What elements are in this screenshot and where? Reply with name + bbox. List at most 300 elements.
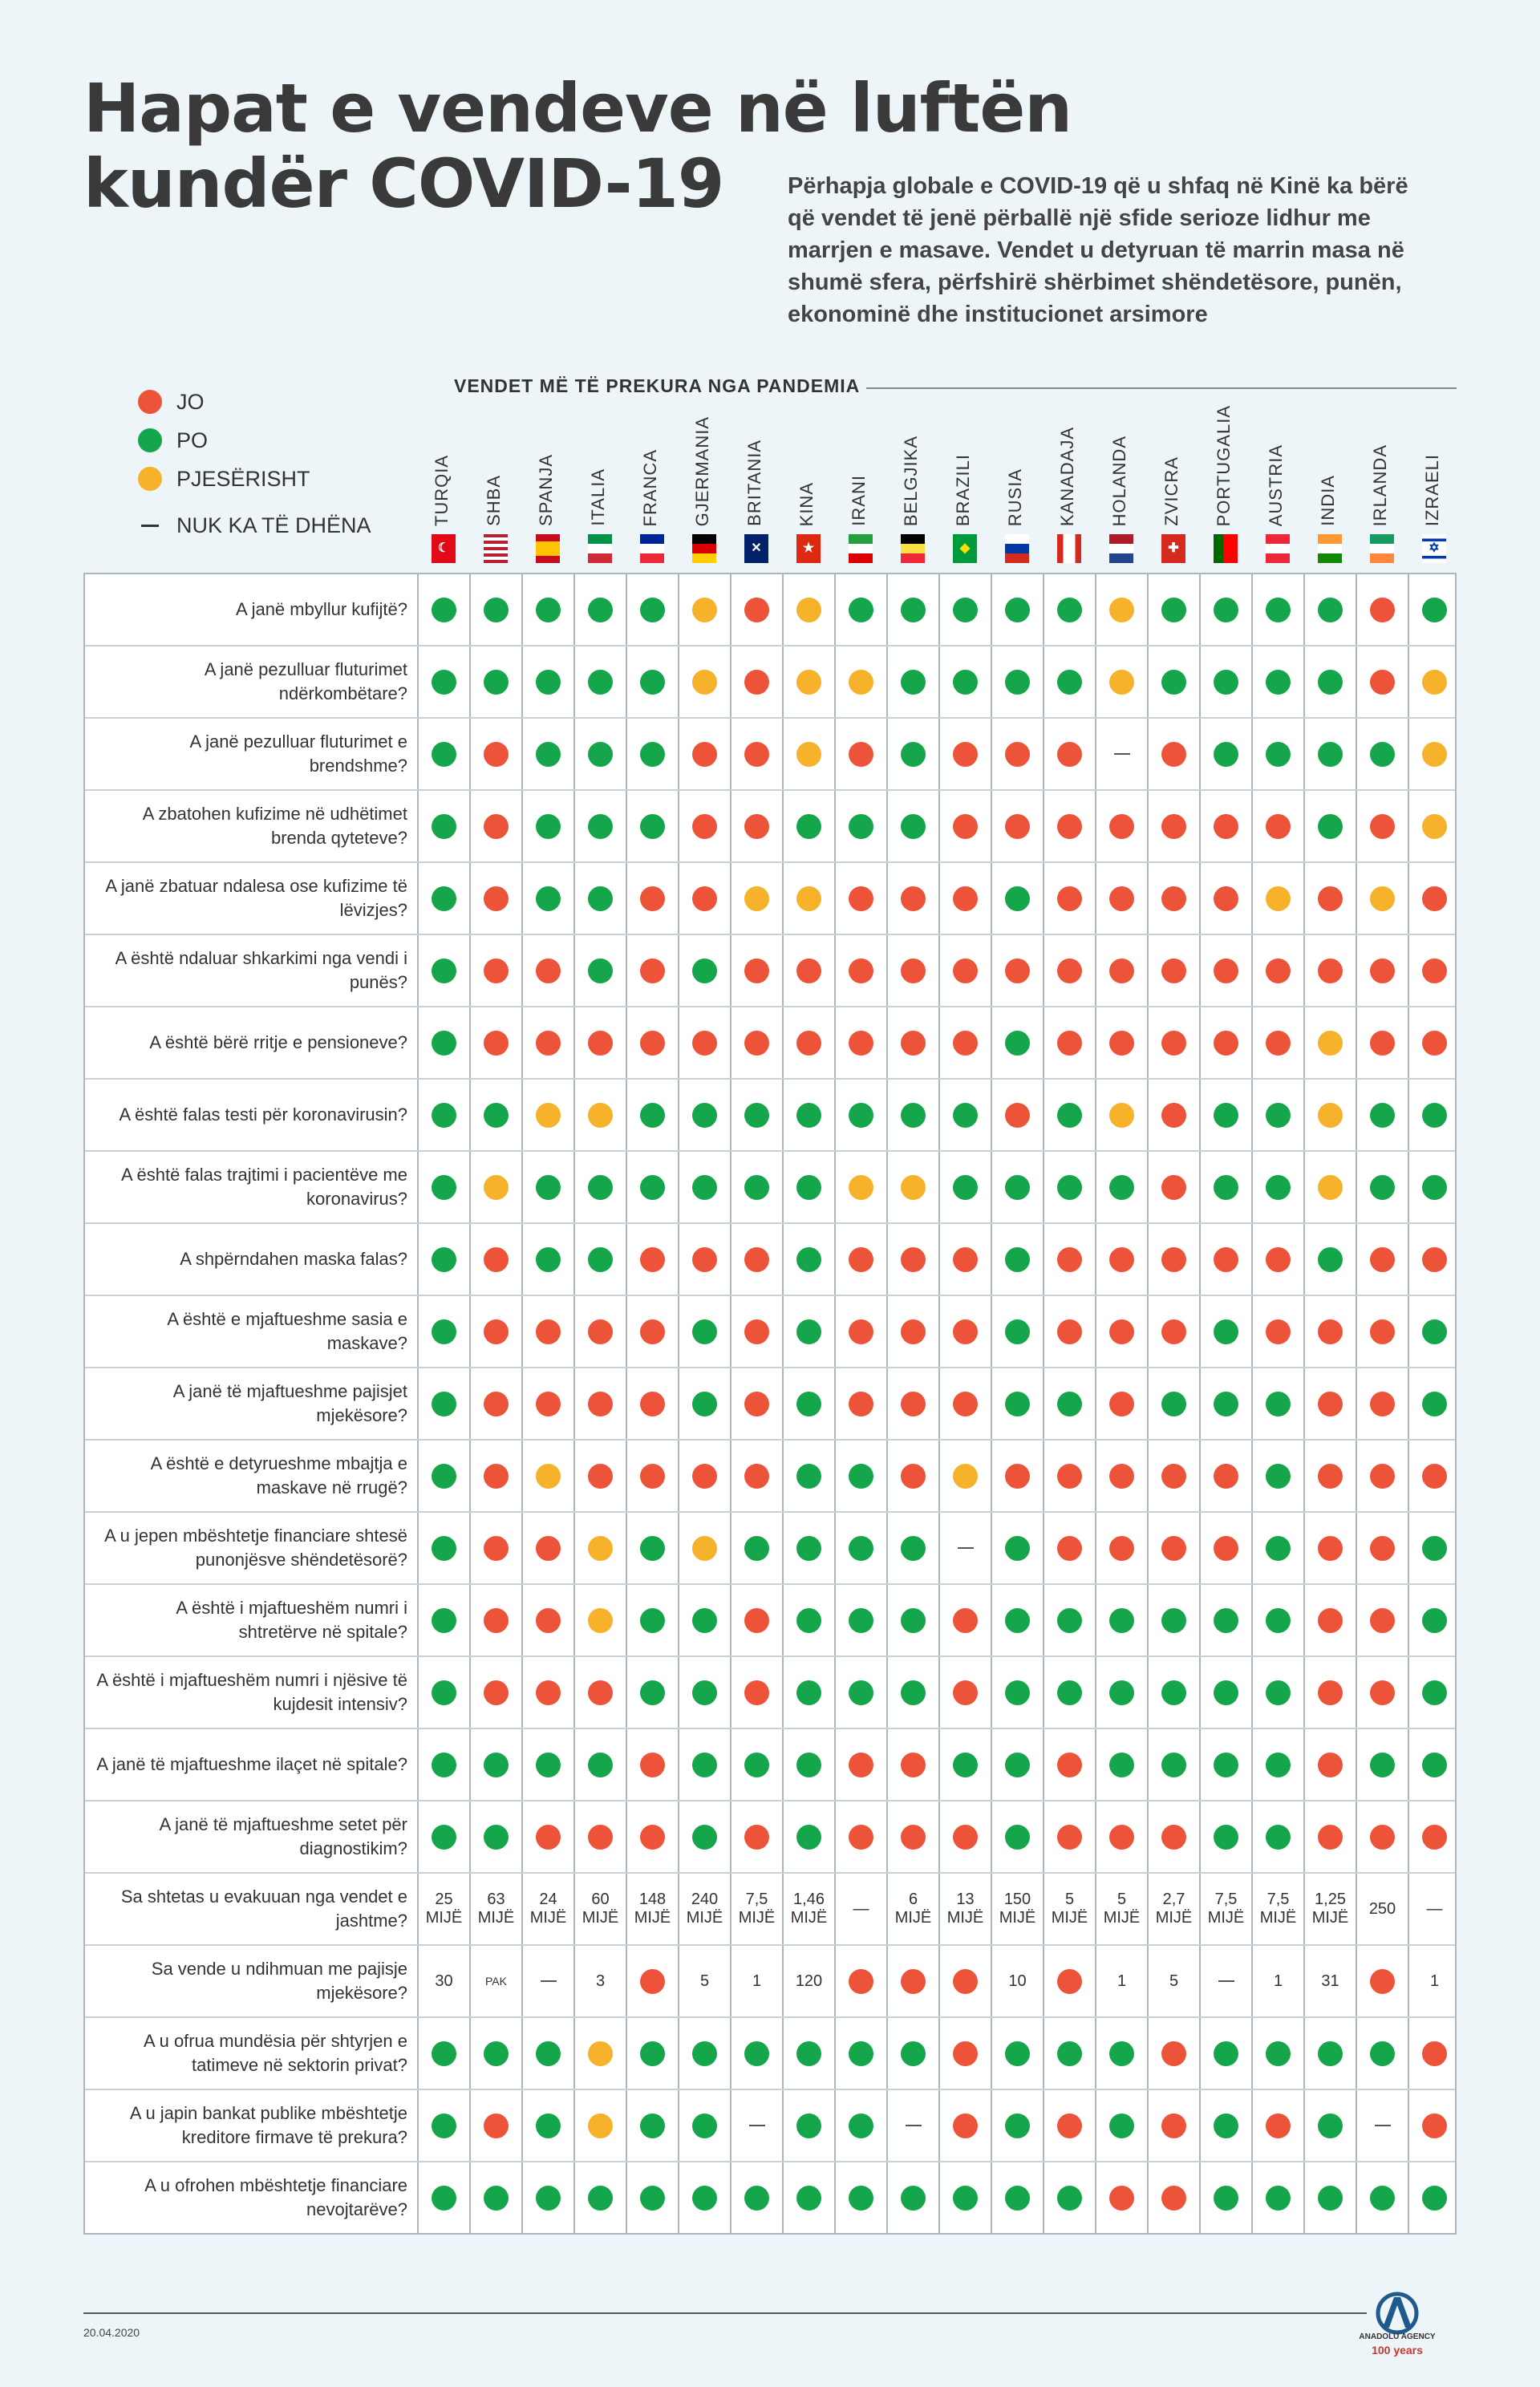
dash-icon — [141, 525, 159, 527]
cell-rusia — [991, 791, 1044, 861]
cell-zvicra — [1148, 863, 1200, 934]
red-dot-icon — [1161, 2113, 1186, 2138]
green-dot-icon — [536, 1247, 561, 1272]
belgium-flag-icon — [901, 534, 925, 563]
cell-franca — [626, 1441, 679, 1511]
cell-value: 60 MIJË — [582, 1891, 619, 1927]
cell-belgjika — [887, 1224, 939, 1295]
green-dot-icon — [432, 1753, 456, 1777]
cell-value: 5 MIJË — [1051, 1891, 1088, 1927]
cell-irlanda — [1356, 1946, 1408, 2016]
cell-brazili — [939, 1513, 991, 1583]
cell-spanja — [522, 1441, 574, 1511]
cell-turqia — [418, 1296, 470, 1367]
table-row — [85, 935, 1455, 1007]
cell-irani — [835, 1585, 887, 1656]
cell-austria — [1252, 1946, 1304, 2016]
cell-zvicra — [1148, 2162, 1200, 2233]
cell-belgjika — [887, 646, 939, 717]
cell-kina — [783, 646, 835, 717]
cell-spanja — [522, 1007, 574, 1078]
green-dot-icon — [796, 1536, 821, 1561]
cell-italia — [574, 1585, 626, 1656]
cell-belgjika — [887, 1007, 939, 1078]
green-dot-icon — [1057, 2041, 1082, 2066]
green-dot-icon — [1422, 1753, 1447, 1777]
cell-holanda — [1096, 2162, 1148, 2233]
green-dot-icon — [536, 2186, 561, 2211]
cell-rusia — [991, 2090, 1044, 2161]
cell-turqia — [418, 791, 470, 861]
country-header-zvicra — [1147, 396, 1199, 573]
row-question: A është i mjaftueshëm numri i shtretërve në spitale? — [176, 1598, 407, 1642]
cell-turqia — [418, 1585, 470, 1656]
cell-value: 5 — [699, 1972, 710, 1990]
cell-izraeli — [1408, 1007, 1461, 1078]
cell-kanadaja — [1044, 2018, 1096, 2089]
yellow-dot-icon — [796, 670, 821, 695]
green-dot-icon — [1057, 670, 1082, 695]
green-dot-icon — [692, 1319, 717, 1344]
cell-zvicra — [1148, 2090, 1200, 2161]
cell-franca — [626, 1080, 679, 1150]
red-dot-icon — [1370, 670, 1395, 695]
red-dot-icon — [1318, 1319, 1343, 1344]
green-dot-icon — [849, 1536, 873, 1561]
red-dot-icon — [1109, 1825, 1134, 1850]
cell-izraeli — [1408, 719, 1461, 789]
yellow-dot-icon — [1422, 814, 1447, 839]
country-name: IZRAELI — [1422, 453, 1442, 526]
cell-holanda — [1096, 1224, 1148, 1295]
cell-italia — [574, 863, 626, 934]
yellow-dot-icon — [953, 1464, 978, 1489]
table-row — [85, 1152, 1455, 1224]
green-dot-icon — [484, 1825, 509, 1850]
red-dot-icon — [1161, 1031, 1186, 1056]
green-dot-icon — [432, 1175, 456, 1200]
country-name: FRANCA — [640, 448, 660, 526]
cell-izraeli — [1408, 1152, 1461, 1222]
green-dot-icon — [1214, 2041, 1238, 2066]
cell-brazili — [939, 1368, 991, 1439]
red-dot-icon — [536, 1608, 561, 1633]
cell-rusia — [991, 1801, 1044, 1872]
red-dot-icon — [1370, 1536, 1395, 1561]
cell-gjermania — [679, 1874, 731, 1944]
cell-britania — [731, 1296, 783, 1367]
cell-italia — [574, 1441, 626, 1511]
green-dot-icon — [536, 2041, 561, 2066]
cell-irani — [835, 791, 887, 861]
red-dot-icon — [744, 1392, 769, 1416]
red-dot-icon — [744, 1247, 769, 1272]
green-dot-icon — [484, 2041, 509, 2066]
cell-shba — [470, 1946, 522, 2016]
cell-austria — [1252, 1007, 1304, 1078]
cell-zvicra — [1148, 1729, 1200, 1800]
green-dot-icon — [1109, 1680, 1134, 1705]
red-dot-icon — [1161, 2186, 1186, 2211]
no-data-dash-icon — [1218, 1980, 1234, 1982]
red-dot-icon — [901, 958, 926, 983]
cell-portugalia — [1200, 646, 1252, 717]
green-dot-icon — [796, 1753, 821, 1777]
cell-kanadaja — [1044, 863, 1096, 934]
legend-item-pjeserisht — [138, 465, 310, 492]
cell-brazili — [939, 1224, 991, 1295]
yellow-dot-icon — [536, 1103, 561, 1128]
green-dot-icon — [901, 2186, 926, 2211]
cell-value: 250 — [1368, 1899, 1396, 1918]
cell-portugalia — [1200, 1874, 1252, 1944]
cell-holanda — [1096, 1368, 1148, 1439]
cell-value: 7,5 MIJË — [738, 1891, 776, 1927]
green-dot-icon — [1109, 1175, 1134, 1200]
cell-gjermania — [679, 1080, 731, 1150]
red-dot-icon — [953, 2113, 978, 2138]
cell-franca — [626, 2090, 679, 2161]
cell-kina — [783, 791, 835, 861]
cell-holanda — [1096, 719, 1148, 789]
cell-holanda — [1096, 2018, 1148, 2089]
green-dot-icon — [1005, 886, 1030, 911]
cell-izraeli — [1408, 1729, 1461, 1800]
cell-value: 31 — [1321, 1972, 1339, 1990]
green-dot-icon — [1266, 1608, 1291, 1633]
cell-irani — [835, 1441, 887, 1511]
cell-rusia — [991, 574, 1044, 645]
cell-austria — [1252, 1080, 1304, 1150]
cell-holanda — [1096, 863, 1148, 934]
cell-portugalia — [1200, 935, 1252, 1006]
green-dot-icon — [484, 598, 509, 622]
cell-franca — [626, 1152, 679, 1222]
cell-holanda — [1096, 1585, 1148, 1656]
red-dot-icon — [1109, 1464, 1134, 1489]
cell-austria — [1252, 1585, 1304, 1656]
green-dot-icon — [1005, 1031, 1030, 1056]
red-dot-icon — [640, 958, 665, 983]
cell-value: 6 MIJË — [894, 1891, 932, 1927]
green-dot-icon — [901, 670, 926, 695]
cell-portugalia — [1200, 719, 1252, 789]
red-dot-icon — [901, 1031, 926, 1056]
green-dot-icon — [796, 1103, 821, 1128]
red-dot-icon — [1161, 1247, 1186, 1272]
green-dot-icon — [1266, 598, 1291, 622]
table-row — [85, 1007, 1455, 1080]
red-dot-icon — [901, 1753, 926, 1777]
red-dot-icon — [1214, 1031, 1238, 1056]
green-dot-icon — [1318, 670, 1343, 695]
cell-brazili — [939, 646, 991, 717]
green-dot-icon — [692, 2113, 717, 2138]
cell-irlanda — [1356, 1657, 1408, 1728]
cell-spanja — [522, 719, 574, 789]
yellow-dot-icon — [849, 670, 873, 695]
italy-flag-icon — [588, 534, 612, 563]
cell-india — [1304, 719, 1356, 789]
red-dot-icon — [1109, 1392, 1134, 1416]
red-dot-icon — [1057, 1319, 1082, 1344]
red-dot-icon — [1214, 1464, 1238, 1489]
cell-irlanda — [1356, 1585, 1408, 1656]
yellow-dot-icon — [138, 467, 162, 491]
cell-value: — — [853, 1899, 869, 1918]
cell-brazili — [939, 1657, 991, 1728]
country-name: GJERMANIA — [692, 415, 712, 526]
green-dot-icon — [536, 2113, 561, 2138]
green-dot-icon — [744, 2041, 769, 2066]
cell-turqia — [418, 2018, 470, 2089]
cell-irani — [835, 2162, 887, 2233]
red-dot-icon — [1266, 1031, 1291, 1056]
red-dot-icon — [1422, 1825, 1447, 1850]
cell-india — [1304, 1296, 1356, 1367]
cell-belgjika — [887, 1657, 939, 1728]
anadolu-agency-logo — [1368, 2275, 1426, 2355]
green-dot-icon — [432, 1103, 456, 1128]
green-dot-icon — [1318, 2113, 1343, 2138]
china-flag-icon: ★ — [796, 534, 821, 563]
green-dot-icon — [536, 886, 561, 911]
green-dot-icon — [1318, 814, 1343, 839]
table-row — [85, 1801, 1455, 1874]
table-row — [85, 1080, 1455, 1152]
row-question: A është bërë rritje e pensioneve? — [149, 1032, 407, 1052]
cell-shba — [470, 863, 522, 934]
cell-india — [1304, 1368, 1356, 1439]
cell-belgjika — [887, 1946, 939, 2016]
cell-spanja — [522, 1296, 574, 1367]
cell-zvicra — [1148, 1946, 1200, 2016]
cell-belgjika — [887, 1441, 939, 1511]
cell-holanda — [1096, 791, 1148, 861]
green-dot-icon — [953, 1103, 978, 1128]
cell-austria — [1252, 1224, 1304, 1295]
red-dot-icon — [1057, 886, 1082, 911]
green-dot-icon — [1266, 1392, 1291, 1416]
cell-belgjika — [887, 1296, 939, 1367]
yellow-dot-icon — [849, 1175, 873, 1200]
green-dot-icon — [1266, 1825, 1291, 1850]
cell-franca — [626, 2162, 679, 2233]
legend-item-po — [138, 427, 208, 454]
logo-text: ANADOLU AGENCY — [1359, 2332, 1436, 2341]
cell-value: 25 MIJË — [425, 1891, 463, 1927]
green-dot-icon — [1422, 1392, 1447, 1416]
cell-spanja — [522, 1946, 574, 2016]
row-question: A është e mjaftueshme sasia e maskave? — [167, 1309, 407, 1353]
red-dot-icon — [1318, 1608, 1343, 1633]
green-dot-icon — [1005, 2113, 1030, 2138]
red-dot-icon — [1370, 1464, 1395, 1489]
cell-izraeli — [1408, 1874, 1461, 1944]
cell-portugalia — [1200, 1152, 1252, 1222]
red-dot-icon — [484, 1319, 509, 1344]
cell-britania — [731, 1657, 783, 1728]
red-dot-icon — [1161, 958, 1186, 983]
cell-franca — [626, 2018, 679, 2089]
green-dot-icon — [901, 1608, 926, 1633]
cell-gjermania — [679, 863, 731, 934]
yellow-dot-icon — [692, 598, 717, 622]
green-dot-icon — [796, 1680, 821, 1705]
green-dot-icon — [1422, 1536, 1447, 1561]
cell-kina — [783, 719, 835, 789]
green-dot-icon — [432, 2041, 456, 2066]
green-dot-icon — [1214, 2186, 1238, 2211]
red-dot-icon — [1370, 1969, 1395, 1994]
red-dot-icon — [484, 742, 509, 767]
cell-izraeli — [1408, 1513, 1461, 1583]
red-dot-icon — [1057, 1753, 1082, 1777]
red-dot-icon — [1318, 1825, 1343, 1850]
yellow-dot-icon — [536, 1464, 561, 1489]
red-dot-icon — [1109, 2186, 1134, 2211]
cell-kanadaja — [1044, 574, 1096, 645]
cell-izraeli — [1408, 2090, 1461, 2161]
ireland-flag-icon — [1370, 534, 1394, 563]
green-dot-icon — [744, 1753, 769, 1777]
cell-izraeli — [1408, 646, 1461, 717]
green-dot-icon — [901, 814, 926, 839]
cell-zvicra — [1148, 1007, 1200, 1078]
red-dot-icon — [1109, 814, 1134, 839]
cell-britania — [731, 574, 783, 645]
cell-turqia — [418, 1801, 470, 1872]
red-dot-icon — [849, 742, 873, 767]
cell-portugalia — [1200, 791, 1252, 861]
cell-shba — [470, 1585, 522, 1656]
cell-shba — [470, 1729, 522, 1800]
green-dot-icon — [1161, 1608, 1186, 1633]
cell-kanadaja — [1044, 1874, 1096, 1944]
red-dot-icon — [744, 1825, 769, 1850]
cell-india — [1304, 1007, 1356, 1078]
cell-brazili — [939, 935, 991, 1006]
red-dot-icon — [1057, 814, 1082, 839]
cell-portugalia — [1200, 863, 1252, 934]
cell-holanda — [1096, 1441, 1148, 1511]
green-dot-icon — [432, 1825, 456, 1850]
cell-brazili — [939, 1946, 991, 2016]
cell-italia — [574, 1657, 626, 1728]
green-dot-icon — [536, 1175, 561, 1200]
cell-gjermania — [679, 1368, 731, 1439]
cell-irlanda — [1356, 2162, 1408, 2233]
cell-irani — [835, 646, 887, 717]
cell-zvicra — [1148, 2018, 1200, 2089]
cell-holanda — [1096, 1729, 1148, 1800]
red-dot-icon — [849, 1247, 873, 1272]
cell-holanda — [1096, 1801, 1148, 1872]
red-dot-icon — [1266, 1247, 1291, 1272]
green-dot-icon — [1370, 2186, 1395, 2211]
green-dot-icon — [588, 1175, 613, 1200]
country-name: PORTUGALIA — [1214, 404, 1234, 526]
cell-izraeli — [1408, 1657, 1461, 1728]
green-dot-icon — [744, 1175, 769, 1200]
red-dot-icon — [536, 1392, 561, 1416]
table-row — [85, 1729, 1455, 1801]
turkey-flag-icon: ☾ — [432, 534, 456, 563]
cell-turqia — [418, 1080, 470, 1150]
green-dot-icon — [1005, 1175, 1030, 1200]
red-dot-icon — [1214, 1536, 1238, 1561]
cell-britania — [731, 1874, 783, 1944]
country-header-belgjika — [886, 396, 938, 573]
cell-shba — [470, 1080, 522, 1150]
cell-gjermania — [679, 1224, 731, 1295]
country-name: TURQIA — [432, 454, 452, 526]
cell-spanja — [522, 1874, 574, 1944]
red-dot-icon — [1370, 1247, 1395, 1272]
cell-value: — — [1426, 1899, 1443, 1918]
cell-franca — [626, 791, 679, 861]
red-dot-icon — [692, 1247, 717, 1272]
cell-holanda — [1096, 574, 1148, 645]
green-dot-icon — [536, 742, 561, 767]
cell-value: 1 — [1429, 1972, 1440, 1990]
cell-kina — [783, 1441, 835, 1511]
footer-divider — [83, 2312, 1367, 2314]
green-dot-icon — [744, 1536, 769, 1561]
green-dot-icon — [796, 1392, 821, 1416]
country-header-india — [1303, 396, 1356, 573]
green-dot-icon — [1370, 1753, 1395, 1777]
red-dot-icon — [588, 1680, 613, 1705]
red-dot-icon — [484, 1536, 509, 1561]
green-dot-icon — [1370, 2041, 1395, 2066]
cell-value: 150 MIJË — [999, 1891, 1036, 1927]
red-dot-icon — [849, 1753, 873, 1777]
green-dot-icon — [432, 1247, 456, 1272]
cell-turqia — [418, 574, 470, 645]
cell-india — [1304, 646, 1356, 717]
cell-portugalia — [1200, 1007, 1252, 1078]
red-dot-icon — [138, 390, 162, 414]
yellow-dot-icon — [1266, 886, 1291, 911]
red-dot-icon — [640, 1753, 665, 1777]
red-dot-icon — [1422, 2113, 1447, 2138]
yellow-dot-icon — [1109, 1103, 1134, 1128]
green-dot-icon — [588, 1247, 613, 1272]
green-dot-icon — [849, 2113, 873, 2138]
cell-shba — [470, 1513, 522, 1583]
cell-turqia — [418, 1874, 470, 1944]
green-dot-icon — [432, 1392, 456, 1416]
cell-irani — [835, 2090, 887, 2161]
cell-gjermania — [679, 791, 731, 861]
cell-irani — [835, 863, 887, 934]
cell-turqia — [418, 1441, 470, 1511]
red-dot-icon — [953, 1031, 978, 1056]
cell-izraeli — [1408, 2018, 1461, 2089]
cell-austria — [1252, 719, 1304, 789]
cell-shba — [470, 646, 522, 717]
cell-kina — [783, 1152, 835, 1222]
cell-rusia — [991, 1368, 1044, 1439]
green-dot-icon — [692, 1680, 717, 1705]
cell-kina — [783, 1874, 835, 1944]
cell-franca — [626, 1296, 679, 1367]
brazil-flag-icon: ◆ — [953, 534, 977, 563]
red-dot-icon — [1005, 742, 1030, 767]
green-dot-icon — [1161, 1680, 1186, 1705]
red-dot-icon — [1109, 1319, 1134, 1344]
